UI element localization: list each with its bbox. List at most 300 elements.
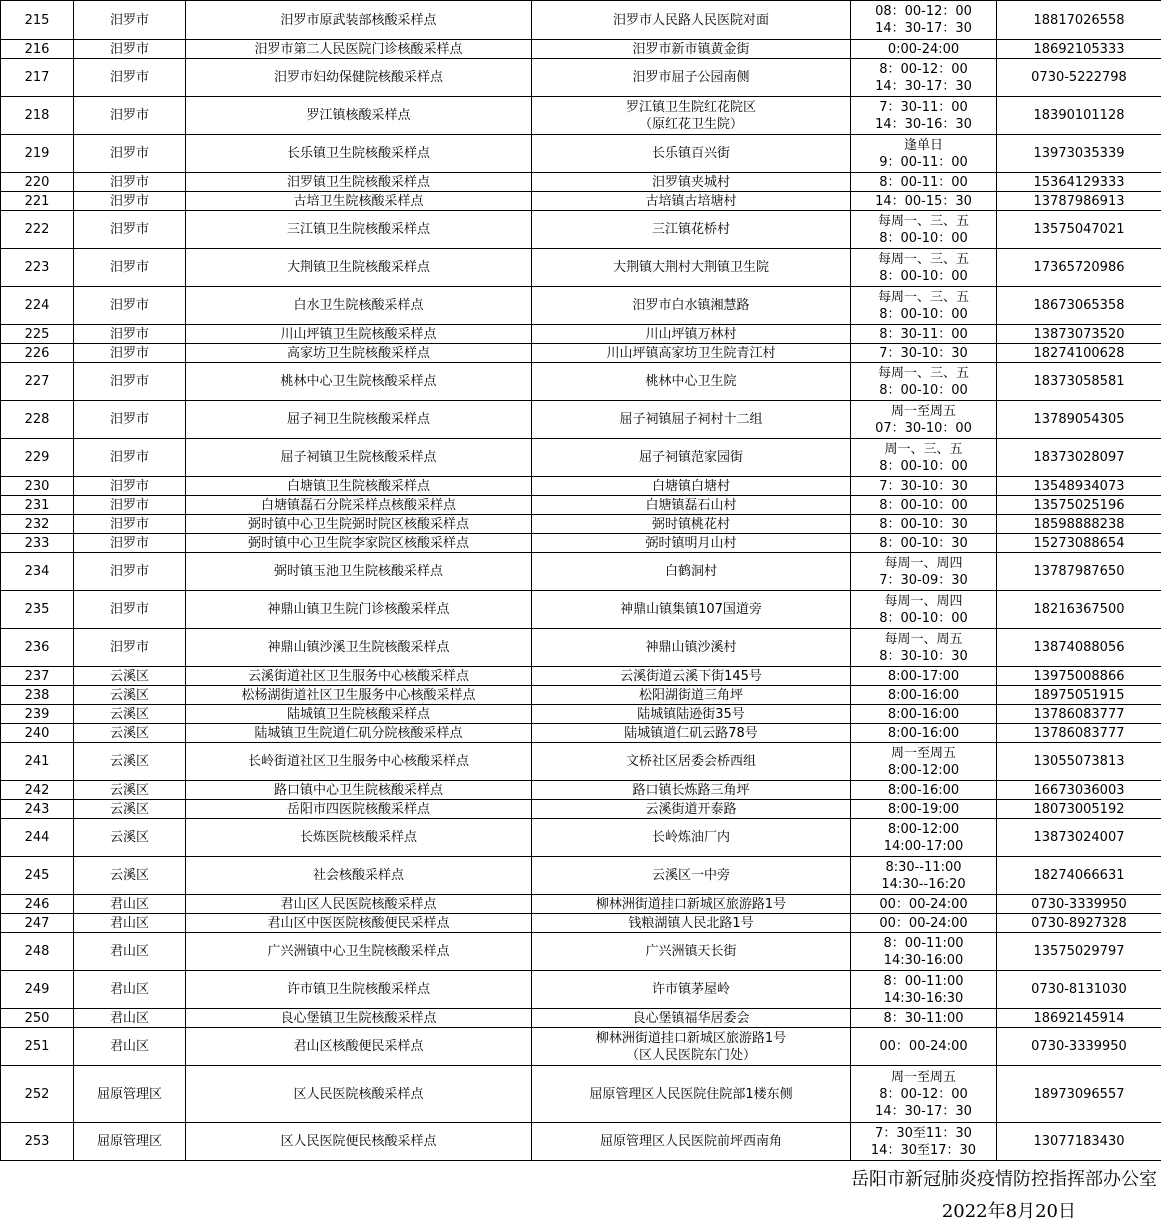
hours-line: 每周一、周四	[853, 555, 994, 572]
address-cell	[532, 933, 851, 971]
table-row	[1, 325, 1161, 344]
address-line: 柳林洲街道挂口新城区旅游路1号	[534, 1030, 848, 1047]
site-name-cell: 神鼎山镇卫生院门诊核酸采样点	[186, 591, 532, 629]
table-row	[1, 781, 1161, 800]
address-line: 陆城镇陆逊街35号	[534, 706, 848, 723]
hours-line: 00：00-24:00	[853, 915, 994, 932]
district-cell: 君山区	[74, 971, 186, 1009]
hours-cell	[851, 1009, 997, 1028]
site-name-cell: 云溪街道社区卫生服务中心核酸采样点	[186, 667, 532, 686]
phone-cell: 18817026558	[997, 1, 1161, 40]
phone-cell: 0730-8927328	[997, 914, 1161, 933]
district-cell: 云溪区	[74, 724, 186, 743]
table-row	[1, 1009, 1161, 1028]
hours-line: 7：30-10：30	[853, 345, 994, 362]
phone-cell: 15364129333	[997, 173, 1161, 192]
site-name-cell: 长乐镇卫生院核酸采样点	[186, 135, 532, 173]
address-cell	[532, 591, 851, 629]
address-line: 长乐镇百兴街	[534, 145, 848, 162]
address-cell	[532, 363, 851, 401]
address-line: 陆城镇道仁矶云路78号	[534, 725, 848, 742]
address-line: 弼时镇明月山村	[534, 535, 848, 552]
phone-cell: 0730-3339950	[997, 895, 1161, 914]
phone-cell: 13786083777	[997, 724, 1161, 743]
phone-cell: 0730-5222798	[997, 59, 1161, 97]
hours-line: 8:00-19:00	[853, 801, 994, 818]
hours-cell	[851, 1123, 997, 1161]
site-name-cell: 汨罗市原武装部核酸采样点	[186, 1, 532, 40]
hours-cell	[851, 477, 997, 496]
row-number: 243	[1, 800, 74, 819]
address-line: 白塘镇磊石山村	[534, 497, 848, 514]
row-number: 226	[1, 344, 74, 363]
hours-cell	[851, 819, 997, 857]
site-name-cell: 屈子祠卫生院核酸采样点	[186, 401, 532, 439]
phone-cell: 13548934073	[997, 477, 1161, 496]
phone-cell: 13077183430	[997, 1123, 1161, 1161]
hours-cell	[851, 933, 997, 971]
hours-line: 9：00-11：00	[853, 154, 994, 171]
hours-line: 7：30-10：30	[853, 478, 994, 495]
hours-cell	[851, 40, 997, 59]
row-number: 238	[1, 686, 74, 705]
row-number: 235	[1, 591, 74, 629]
hours-line: 每周一、周四	[853, 593, 994, 610]
hours-cell	[851, 211, 997, 249]
table-row	[1, 553, 1161, 591]
hours-line: 14：30-17：30	[853, 1103, 994, 1120]
address-line: 良心堡镇福华居委会	[534, 1010, 848, 1027]
address-cell	[532, 705, 851, 724]
phone-cell: 13575047021	[997, 211, 1161, 249]
row-number: 233	[1, 534, 74, 553]
row-number: 216	[1, 40, 74, 59]
table-row	[1, 743, 1161, 781]
row-number: 215	[1, 1, 74, 40]
site-name-cell: 良心堡镇卫生院核酸采样点	[186, 1009, 532, 1028]
hours-line: 14：30-17：30	[853, 78, 994, 95]
district-cell: 汨罗市	[74, 401, 186, 439]
district-cell: 汨罗市	[74, 591, 186, 629]
table-row	[1, 173, 1161, 192]
site-name-cell: 长炼医院核酸采样点	[186, 819, 532, 857]
row-number: 231	[1, 496, 74, 515]
hours-line: 14：00-15：30	[853, 193, 994, 210]
phone-cell: 13786083777	[997, 705, 1161, 724]
row-number: 224	[1, 287, 74, 325]
district-cell: 云溪区	[74, 857, 186, 895]
hours-line: 8:00-16:00	[853, 706, 994, 723]
district-cell: 汨罗市	[74, 1, 186, 40]
address-line: 汨罗市人民路人民医院对面	[534, 12, 848, 29]
hours-cell	[851, 914, 997, 933]
table-row	[1, 667, 1161, 686]
site-name-cell: 汨罗市第二人民医院门诊核酸采样点	[186, 40, 532, 59]
hours-line: 00：00-24:00	[853, 896, 994, 913]
site-name-cell: 屈子祠镇卫生院核酸采样点	[186, 439, 532, 477]
district-cell: 君山区	[74, 933, 186, 971]
site-name-cell: 陆城镇卫生院道仁矶分院核酸采样点	[186, 724, 532, 743]
address-cell	[532, 249, 851, 287]
hours-line: 0:00-24:00	[853, 41, 994, 58]
hours-line: 7：30至11：30	[853, 1125, 994, 1142]
address-line: 汨罗镇夹城村	[534, 174, 848, 191]
address-line: 云溪街道开泰路	[534, 801, 848, 818]
hours-cell	[851, 59, 997, 97]
row-number: 248	[1, 933, 74, 971]
table-row	[1, 287, 1161, 325]
site-name-cell: 桃林中心卫生院核酸采样点	[186, 363, 532, 401]
hours-line: 14:30-16:30	[853, 990, 994, 1007]
hours-cell	[851, 192, 997, 211]
site-name-cell: 社会核酸采样点	[186, 857, 532, 895]
hours-line: 8：00-11：00	[853, 174, 994, 191]
hours-line: 8：00-10：00	[853, 306, 994, 323]
phone-cell: 18216367500	[997, 591, 1161, 629]
hours-line: 8：00-11:00	[853, 973, 994, 990]
district-cell: 君山区	[74, 914, 186, 933]
address-cell	[532, 496, 851, 515]
phone-cell: 13874088056	[997, 629, 1161, 667]
site-name-cell: 松杨湖街道社区卫生服务中心核酸采样点	[186, 686, 532, 705]
hours-line: 8:30--11:00	[853, 859, 994, 876]
hours-line: 14：30-17：30	[853, 20, 994, 37]
table-row	[1, 591, 1161, 629]
hours-line: 8：00-10：30	[853, 516, 994, 533]
hours-line: 8:00-17:00	[853, 668, 994, 685]
table-row	[1, 534, 1161, 553]
address-cell	[532, 800, 851, 819]
hours-line: 8：00-10：00	[853, 497, 994, 514]
address-cell	[532, 743, 851, 781]
address-cell	[532, 857, 851, 895]
row-number: 249	[1, 971, 74, 1009]
hours-cell	[851, 553, 997, 591]
address-line: 神鼎山镇集镇107国道旁	[534, 601, 848, 618]
district-cell: 云溪区	[74, 743, 186, 781]
address-cell	[532, 686, 851, 705]
district-cell: 汨罗市	[74, 477, 186, 496]
address-cell	[532, 819, 851, 857]
table-row	[1, 1, 1161, 40]
hours-cell	[851, 971, 997, 1009]
district-cell: 云溪区	[74, 686, 186, 705]
address-cell	[532, 97, 851, 135]
row-number: 247	[1, 914, 74, 933]
address-line: 许市镇茅屋岭	[534, 981, 848, 998]
table-row	[1, 59, 1161, 97]
hours-line: 8：00-10：30	[853, 535, 994, 552]
address-line: （区人民医院东门处）	[534, 1047, 848, 1064]
address-line: 罗江镇卫生院红花院区	[534, 99, 848, 116]
address-line: 广兴洲镇天长街	[534, 943, 848, 960]
site-name-cell: 白塘镇磊石分院采样点核酸采样点	[186, 496, 532, 515]
address-line: 桃林中心卫生院	[534, 373, 848, 390]
hours-line: 每周一、三、五	[853, 365, 994, 382]
address-cell	[532, 40, 851, 59]
row-number: 230	[1, 477, 74, 496]
hours-line: 周一至周五	[853, 745, 994, 762]
site-name-cell: 神鼎山镇沙溪卫生院核酸采样点	[186, 629, 532, 667]
address-cell	[532, 515, 851, 534]
address-line: 白塘镇白塘村	[534, 478, 848, 495]
table-row	[1, 40, 1161, 59]
site-name-cell: 高家坊卫生院核酸采样点	[186, 344, 532, 363]
address-cell	[532, 1009, 851, 1028]
address-cell	[532, 192, 851, 211]
hours-cell	[851, 287, 997, 325]
address-cell	[532, 781, 851, 800]
district-cell: 云溪区	[74, 819, 186, 857]
address-cell	[532, 1, 851, 40]
address-cell	[532, 1123, 851, 1161]
phone-cell: 13787987650	[997, 553, 1161, 591]
district-cell: 汨罗市	[74, 325, 186, 344]
hours-line: 每周一、三、五	[853, 289, 994, 306]
hours-cell	[851, 591, 997, 629]
row-number: 242	[1, 781, 74, 800]
hours-line: 08：00-12：00	[853, 3, 994, 20]
district-cell: 君山区	[74, 1028, 186, 1066]
phone-cell: 17365720986	[997, 249, 1161, 287]
district-cell: 汨罗市	[74, 515, 186, 534]
hours-cell	[851, 135, 997, 173]
address-line: 云溪街道云溪下街145号	[534, 668, 848, 685]
address-cell	[532, 325, 851, 344]
site-name-cell: 君山区人民医院核酸采样点	[186, 895, 532, 914]
address-line: 钱粮湖镇人民北路1号	[534, 915, 848, 932]
address-cell	[532, 553, 851, 591]
site-name-cell: 弼时镇中心卫生院李家院区核酸采样点	[186, 534, 532, 553]
phone-cell: 13789054305	[997, 401, 1161, 439]
district-cell: 汨罗市	[74, 534, 186, 553]
hours-cell	[851, 344, 997, 363]
address-cell	[532, 173, 851, 192]
district-cell: 汨罗市	[74, 287, 186, 325]
district-cell: 汨罗市	[74, 439, 186, 477]
row-number: 250	[1, 1009, 74, 1028]
site-name-cell: 汨罗镇卫生院核酸采样点	[186, 173, 532, 192]
hours-line: 8：30-11:00	[853, 1010, 994, 1027]
site-name-cell: 白水卫生院核酸采样点	[186, 287, 532, 325]
hours-cell	[851, 724, 997, 743]
phone-cell: 18390101128	[997, 97, 1161, 135]
table-row	[1, 800, 1161, 819]
table-row	[1, 1123, 1161, 1161]
table-row	[1, 914, 1161, 933]
phone-cell: 18373028097	[997, 439, 1161, 477]
district-cell: 汨罗市	[74, 496, 186, 515]
address-cell	[532, 724, 851, 743]
address-line: 柳林洲街道挂口新城区旅游路1号	[534, 896, 848, 913]
address-cell	[532, 971, 851, 1009]
address-line: 弼时镇桃花村	[534, 516, 848, 533]
hours-line: 8:00-16:00	[853, 687, 994, 704]
site-name-cell: 广兴洲镇中心卫生院核酸采样点	[186, 933, 532, 971]
site-name-cell: 区人民医院核酸采样点	[186, 1066, 532, 1123]
phone-cell: 13873073520	[997, 325, 1161, 344]
hours-line: 每周一、周五	[853, 631, 994, 648]
table-row	[1, 344, 1161, 363]
row-number: 240	[1, 724, 74, 743]
document-footer	[0, 1161, 1161, 1221]
hours-line: 14:00-17:00	[853, 838, 994, 855]
row-number: 253	[1, 1123, 74, 1161]
table-row	[1, 363, 1161, 401]
hours-cell	[851, 743, 997, 781]
address-line: 三江镇花桥村	[534, 221, 848, 238]
site-name-cell: 君山区中医医院核酸便民采样点	[186, 914, 532, 933]
table-row	[1, 1028, 1161, 1066]
hours-line: 8：00-11:00	[853, 935, 994, 952]
site-name-cell: 汨罗市妇幼保健院核酸采样点	[186, 59, 532, 97]
district-cell: 汨罗市	[74, 135, 186, 173]
address-line: 路口镇长炼路三角坪	[534, 782, 848, 799]
district-cell: 汨罗市	[74, 173, 186, 192]
address-cell	[532, 534, 851, 553]
hours-line: 14：30至17：30	[853, 1142, 994, 1159]
hours-line: 8：30-10：30	[853, 648, 994, 665]
row-number: 221	[1, 192, 74, 211]
row-number: 218	[1, 97, 74, 135]
phone-cell: 13055073813	[997, 743, 1161, 781]
district-cell: 屈原管理区	[74, 1123, 186, 1161]
phone-cell: 18073005192	[997, 800, 1161, 819]
site-name-cell: 弼时镇中心卫生院弼时院区核酸采样点	[186, 515, 532, 534]
hours-line: 8：00-10：00	[853, 230, 994, 247]
row-number: 234	[1, 553, 74, 591]
address-cell	[532, 287, 851, 325]
site-name-cell: 长岭街道社区卫生服务中心核酸采样点	[186, 743, 532, 781]
hours-cell	[851, 800, 997, 819]
phone-cell: 0730-8131030	[997, 971, 1161, 1009]
row-number: 241	[1, 743, 74, 781]
address-line: 川山坪镇万林村	[534, 326, 848, 343]
table-row	[1, 401, 1161, 439]
site-name-cell: 岳阳市四医院核酸采样点	[186, 800, 532, 819]
hours-line: 8：00-10：00	[853, 382, 994, 399]
address-line: 屈原管理区人民医院住院部1楼东侧	[534, 1086, 848, 1103]
address-cell	[532, 401, 851, 439]
phone-cell: 15273088654	[997, 534, 1161, 553]
row-number: 229	[1, 439, 74, 477]
table-row	[1, 477, 1161, 496]
district-cell: 云溪区	[74, 705, 186, 724]
hours-line: 8:00-12:00	[853, 762, 994, 779]
address-line: 文桥社区居委会桥西组	[534, 753, 848, 770]
district-cell: 汨罗市	[74, 192, 186, 211]
site-name-cell: 白塘镇卫生院核酸采样点	[186, 477, 532, 496]
hours-cell	[851, 534, 997, 553]
table-row	[1, 1066, 1161, 1123]
address-line: 汨罗市新市镇黄金街	[534, 41, 848, 58]
hours-line: 周一至周五	[853, 403, 994, 420]
hours-cell	[851, 1028, 997, 1066]
district-cell: 汨罗市	[74, 344, 186, 363]
hours-cell	[851, 1, 997, 40]
site-name-cell: 君山区核酸便民采样点	[186, 1028, 532, 1066]
hours-cell	[851, 629, 997, 667]
hours-line: 8：00-10：00	[853, 458, 994, 475]
district-cell: 君山区	[74, 1009, 186, 1028]
table-row	[1, 857, 1161, 895]
hours-cell	[851, 895, 997, 914]
phone-cell: 13575029797	[997, 933, 1161, 971]
district-cell: 汨罗市	[74, 553, 186, 591]
row-number: 219	[1, 135, 74, 173]
address-cell	[532, 914, 851, 933]
hours-line: 8：00-10：00	[853, 610, 994, 627]
site-name-cell: 区人民医院便民核酸采样点	[186, 1123, 532, 1161]
district-cell: 汨罗市	[74, 59, 186, 97]
row-number: 225	[1, 325, 74, 344]
district-cell: 汨罗市	[74, 211, 186, 249]
hours-line: 8:00-16:00	[853, 725, 994, 742]
row-number: 227	[1, 363, 74, 401]
hours-line: 14：30-16：30	[853, 116, 994, 133]
table-body	[1, 1, 1161, 1161]
table-row	[1, 192, 1161, 211]
hours-line: 每周一、三、五	[853, 251, 994, 268]
phone-cell: 18692145914	[997, 1009, 1161, 1028]
table-row	[1, 819, 1161, 857]
table-row	[1, 971, 1161, 1009]
address-cell	[532, 629, 851, 667]
hours-cell	[851, 705, 997, 724]
district-cell: 君山区	[74, 895, 186, 914]
hours-line: 8：00-10：00	[853, 268, 994, 285]
row-number: 251	[1, 1028, 74, 1066]
row-number: 239	[1, 705, 74, 724]
row-number: 246	[1, 895, 74, 914]
row-number: 223	[1, 249, 74, 287]
phone-cell: 13575025196	[997, 496, 1161, 515]
table-row	[1, 895, 1161, 914]
address-line: 白鹤洞村	[534, 563, 848, 580]
address-line: 汨罗市白水镇湘慧路	[534, 297, 848, 314]
phone-cell: 18692105333	[997, 40, 1161, 59]
site-name-cell: 三江镇卫生院核酸采样点	[186, 211, 532, 249]
address-cell	[532, 477, 851, 496]
row-number: 220	[1, 173, 74, 192]
phone-cell: 18274100628	[997, 344, 1161, 363]
hours-cell	[851, 401, 997, 439]
site-name-cell: 罗江镇核酸采样点	[186, 97, 532, 135]
row-number: 252	[1, 1066, 74, 1123]
district-cell: 云溪区	[74, 781, 186, 800]
district-cell: 云溪区	[74, 800, 186, 819]
address-cell	[532, 211, 851, 249]
address-cell	[532, 344, 851, 363]
row-number: 228	[1, 401, 74, 439]
district-cell: 汨罗市	[74, 40, 186, 59]
hours-line: 周一、三、五	[853, 441, 994, 458]
phone-cell: 18274066631	[997, 857, 1161, 895]
hours-cell	[851, 325, 997, 344]
phone-cell: 0730-3339950	[997, 1028, 1161, 1066]
hours-line: 8：00-12：00	[853, 1086, 994, 1103]
hours-line: 00：00-24:00	[853, 1038, 994, 1055]
hours-line: 7：30-11：00	[853, 99, 994, 116]
hours-cell	[851, 781, 997, 800]
row-number: 222	[1, 211, 74, 249]
row-number: 232	[1, 515, 74, 534]
site-name-cell: 陆城镇卫生院核酸采样点	[186, 705, 532, 724]
phone-cell: 13787986913	[997, 192, 1161, 211]
hours-line: 8：00-12：00	[853, 61, 994, 78]
issuing-office: 岳阳市新冠肺炎疫情防控指挥部办公室	[851, 1165, 1157, 1191]
hours-cell	[851, 249, 997, 287]
